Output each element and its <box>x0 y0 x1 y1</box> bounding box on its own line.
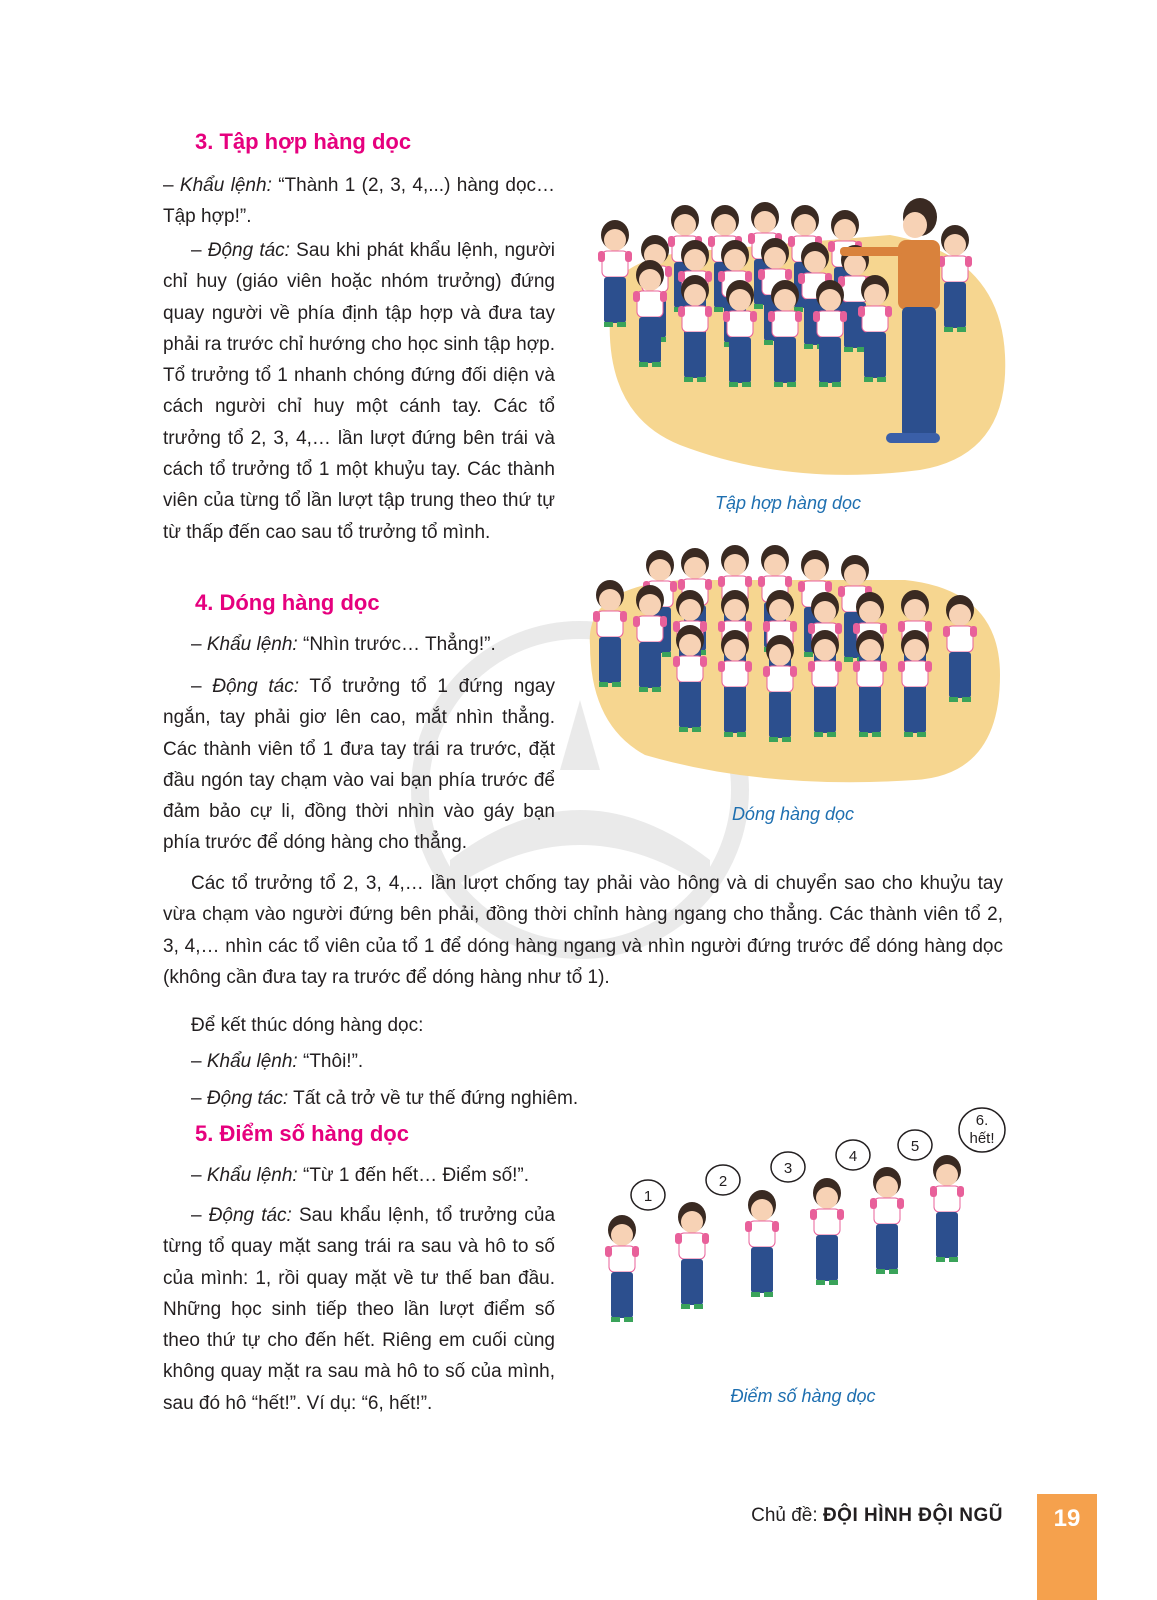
footer-topic <box>751 1505 1003 1527</box>
section-4-heading: 4. Dóng hàng dọc <box>195 590 380 615</box>
section-4-action: – Động tác: Tổ trưởng tổ 1 đứng ngay ngắn, tay phải giơ lên cao, mắt nhìn thẳng. Các thành viên tổ 1 đưa tay trái ra trước, đặt đầu ngón tay chạm vào vai bạn phía trước để đảm bảo cự li, đồng thời nhìn vào gáy bạn phía trước để dóng hàng cho thẳng. <box>163 676 555 854</box>
section-5-action: – Động tác: Sau khẩu lệnh, tổ trưởng của từng tổ quay mặt sang trái ra sau và hô to số của mình: 1, rồi quay mặt về tư thế ban đầu. Những học sinh tiếp theo lần lượt điểm số theo thứ tự cho đến hết. Riêng em cuối cùng không quay mặt ra sau mà hô to số của mình, sau đó hô “hết!”. Ví dụ: “6, hết!”. <box>163 1205 556 1414</box>
bubble-6: 6. <box>975 1112 989 1129</box>
end-align-intro: Để kết thúc dóng hàng dọc: <box>191 1015 424 1036</box>
action-label: Động tác: <box>206 1088 289 1109</box>
bubble-2: 2 <box>718 1173 728 1190</box>
topic-label: Chủ đề: <box>751 1505 818 1526</box>
illustration-align-column <box>585 545 1005 795</box>
section-4-command: – Khẩu lệnh: “Nhìn trước… Thẳng!”. <box>191 634 496 655</box>
section-3-heading: 3. Tập hợp hàng dọc <box>195 129 412 154</box>
command-label: Khẩu lệnh: <box>179 175 272 196</box>
caption-count-off: Điểm số hàng dọc <box>730 1386 876 1406</box>
action-label: Động tác: <box>207 240 290 261</box>
command-text: “Thôi!”. <box>303 1051 364 1072</box>
bubble-3: 3 <box>783 1160 793 1177</box>
action-label: Động tác: <box>212 676 300 697</box>
topic-name: ĐỘI HÌNH ĐỘI NGŨ <box>822 1505 1003 1526</box>
section-3-command: – Khẩu lệnh: “Thành 1 (2, 3, 4,...) hàng dọc… Tập hợp!”. <box>163 175 556 228</box>
bubble-6-end: hết! <box>969 1130 995 1147</box>
caption-gather-column: Tập hợp hàng dọc <box>715 493 861 513</box>
illustration-gather-column <box>590 195 1015 485</box>
page-number: 19 <box>1053 1505 1081 1532</box>
action-label: Động tác: <box>208 1205 292 1226</box>
page-number-tab <box>1037 1494 1097 1600</box>
command-text: “Từ 1 đến hết… Điểm số!”. <box>303 1165 530 1186</box>
end-align-command: – Khẩu lệnh: “Thôi!”. <box>191 1051 364 1072</box>
action-text: Sau khẩu lệnh, tổ trưởng của từng tổ quay mặt sang trái ra sau và hô to số của mình: 1, rồi quay mặt về tư thế ban đầu. Những học sinh tiếp theo lần lượt điểm số theo thứ tự cho đến hết. Riêng em cuối cùng không quay mặt ra sau mà hô to số của mình, sau đó hô “hết!”. Ví dụ: “6, hết!”. <box>163 1205 556 1414</box>
command-label: Khẩu lệnh: <box>206 1165 298 1186</box>
bubble-5: 5 <box>910 1138 920 1155</box>
section-3-action: – Động tác: Sau khi phát khẩu lệnh, người chỉ huy (giáo viên hoặc nhóm trưởng) đứng quay người về phía định tập hợp và đưa tay phải ra trước chỉ hướng cho học sinh tập hợp. Tổ trưởng tổ 1 nhanh chóng đứng đối diện và cách người chỉ huy một cánh tay. Các tổ trưởng tổ 2, 3, 4,… lần lượt đứng bên trái và cách tổ trưởng tổ 1 một khuỷu tay. Các thành viên của từng tổ lần lượt tập trung theo thứ tự từ thấp đến cao sau tổ trưởng tổ mình. <box>163 240 555 543</box>
caption-align-column: Dóng hàng dọc <box>731 804 855 824</box>
command-text: “Thành 1 (2, 3, 4,...) hàng dọc… Tập hợp!”. <box>163 175 556 228</box>
command-text: “Nhìn trước… Thẳng!”. <box>303 634 496 655</box>
bubble-1: 1 <box>643 1188 653 1205</box>
command-label: Khẩu lệnh: <box>206 634 298 655</box>
action-text: Tổ trưởng tổ 1 đứng ngay ngắn, tay phải giơ lên cao, mắt nhìn thẳng. Các thành viên tổ 1 đưa tay trái ra trước, đặt đầu ngón tay chạm vào vai bạn phía trước để đảm bảo cự li, đồng thời nhìn vào gáy bạn phía trước để dóng hàng cho thẳng. <box>163 676 555 854</box>
command-label: Khẩu lệnh: <box>206 1051 298 1072</box>
section-4-continuation: Các tổ trưởng tổ 2, 3, 4,… lần lượt chống tay phải vào hông và di chuyển sao cho khuỷu tay vừa chạm vào người đứng bên phải, đồng thời chỉnh hàng ngang cho thẳng. Các thành viên tổ 2, 3, 4,… nhìn các tổ viên của tổ 1 để dóng hàng ngang và nhìn người đứng trước để dóng hàng dọc (không cần đưa tay ra trước để dóng hàng như tổ 1). <box>163 873 1003 988</box>
section-5-heading: 5. Điểm số hàng dọc <box>195 1121 409 1146</box>
action-text: Sau khi phát khẩu lệnh, người chỉ huy (giáo viên hoặc nhóm trưởng) đứng quay người về phía định tập hợp và đưa tay phải ra trước chỉ hướng cho học sinh tập hợp. Tổ trưởng tổ 1 nhanh chóng đứng đối diện và cách người chỉ huy một cánh tay. Các tổ trưởng tổ 2, 3, 4,… lần lượt đứng bên trái và cách tổ trưởng tổ 1 một khuỷu tay. Các thành viên của từng tổ lần lượt tập trung theo thứ tự từ thấp đến cao sau tổ trưởng tổ mình. <box>163 240 555 543</box>
illustration-count-off <box>590 1105 1010 1395</box>
section-5-command: – Khẩu lệnh: “Từ 1 đến hết… Điểm số!”. <box>191 1165 530 1186</box>
end-align-action: – Động tác: Tất cả trở về tư thế đứng nghiêm. <box>191 1088 579 1109</box>
bubble-4: 4 <box>848 1148 858 1165</box>
action-text: Tất cả trở về tư thế đứng nghiêm. <box>293 1088 579 1109</box>
